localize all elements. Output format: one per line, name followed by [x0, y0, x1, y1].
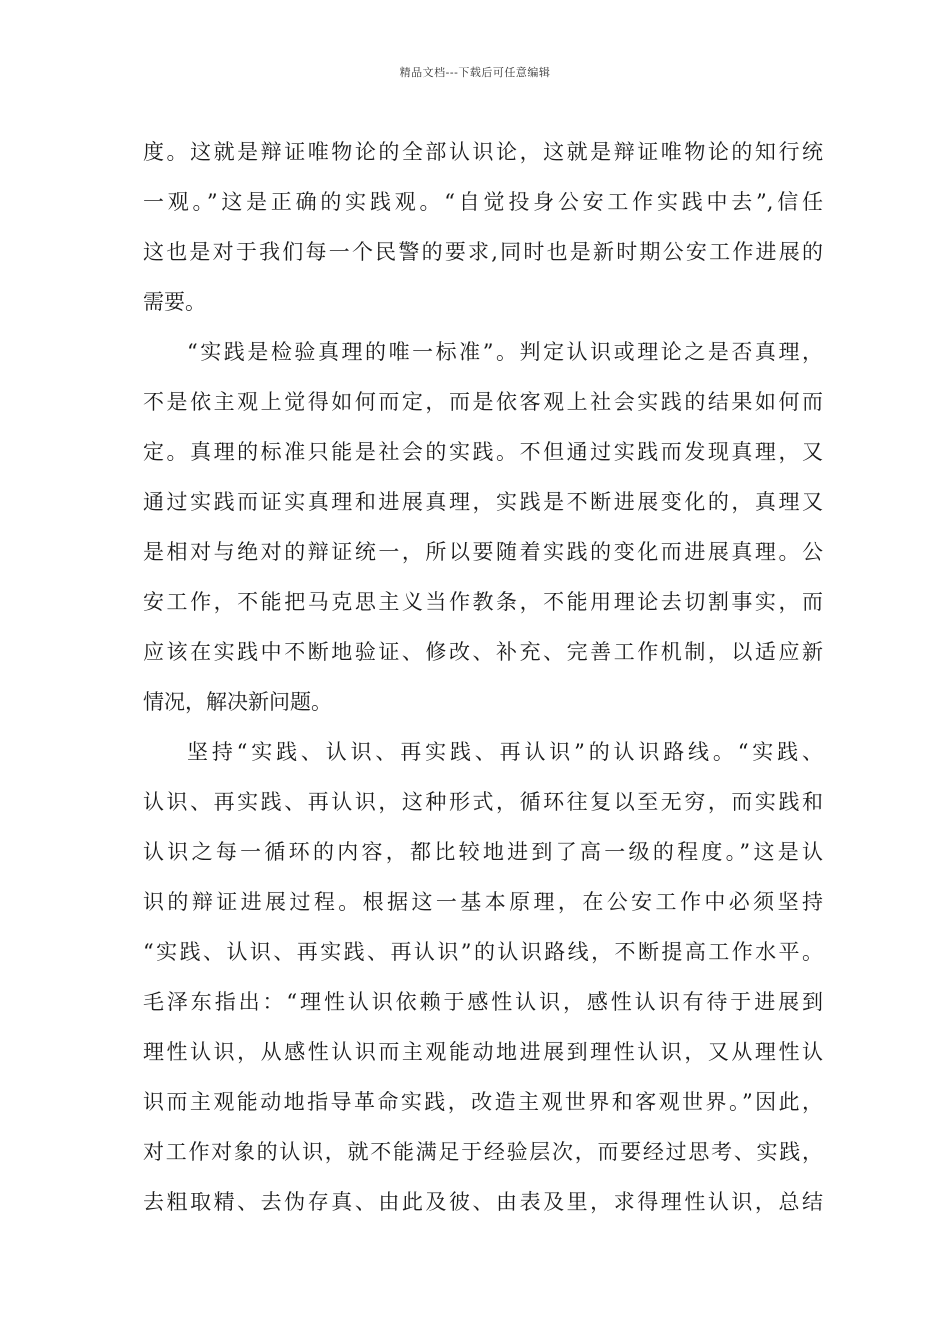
text-line: 通过实践而证实真理和进展真理，实践是不断进展变化的，真理又 — [143, 490, 823, 514]
text-line: 应该在实践中不断地验证、修改、补充、完善工作机制，以适应新 — [143, 640, 823, 664]
text-line: 安工作，不能把马克思主义当作教条，不能用理论去切割事实，而 — [143, 590, 823, 614]
text-line: 认识、再实践、再认识，这种形式，循环往复以至无穷，而实践和 — [143, 790, 823, 814]
text-line: 度。这就是辩证唯物论的全部认识论，这就是辩证唯物论的知行统 — [143, 140, 823, 164]
page-header: 精品文档---下载后可任意编辑 — [399, 66, 551, 79]
document-body — [143, 127, 823, 1227]
text-line: 识的辩证进展过程。根据这一基本原理，在公安工作中必须坚持 — [143, 890, 823, 914]
text-line: 情况，解决新问题。 — [143, 690, 332, 714]
paragraph-start-line: “实践是检验真理的唯一标准”。判定认识或理论之是否真理， — [187, 340, 823, 364]
text-line: 理性认识，从感性认识而主观能动地进展到理性认识，又从理性认 — [143, 1040, 823, 1064]
text-line: 毛泽东指出：“理性认识依赖于感性认识，感性认识有待于进展到 — [143, 990, 823, 1014]
text-line: 去粗取精、去伪存真、由此及彼、由表及里，求得理性认识，总结 — [143, 1190, 823, 1214]
text-line: “实践、认识、再实践、再认识”的认识路线，不断提高工作水平。 — [143, 940, 823, 964]
text-line: 需要。 — [143, 290, 206, 314]
text-line: 这也是对于我们每一个民警的要求,同时也是新时期公安工作进展的 — [143, 240, 823, 264]
text-line: 不是依主观上觉得如何而定，而是依客观上社会实践的结果如何而 — [143, 390, 823, 414]
text-line: 认识之每一循环的内容，都比较地进到了高一级的程度。”这是认 — [143, 840, 823, 864]
text-line: 一观。”这是正确的实践观。“自觉投身公安工作实践中去”,信任 — [143, 190, 823, 214]
text-line: 定。真理的标准只能是社会的实践。不但通过实践而发现真理，又 — [143, 440, 823, 464]
text-line: 对工作对象的认识，就不能满足于经验层次，而要经过思考、实践， — [143, 1140, 823, 1164]
text-line: 识而主观能动地指导革命实践，改造主观世界和客观世界。”因此， — [143, 1090, 823, 1114]
paragraph-start-line: 坚持“实践、认识、再实践、再认识”的认识路线。“实践、 — [187, 740, 823, 764]
text-line: 是相对与绝对的辩证统一，所以要随着实践的变化而进展真理。公 — [143, 540, 823, 564]
